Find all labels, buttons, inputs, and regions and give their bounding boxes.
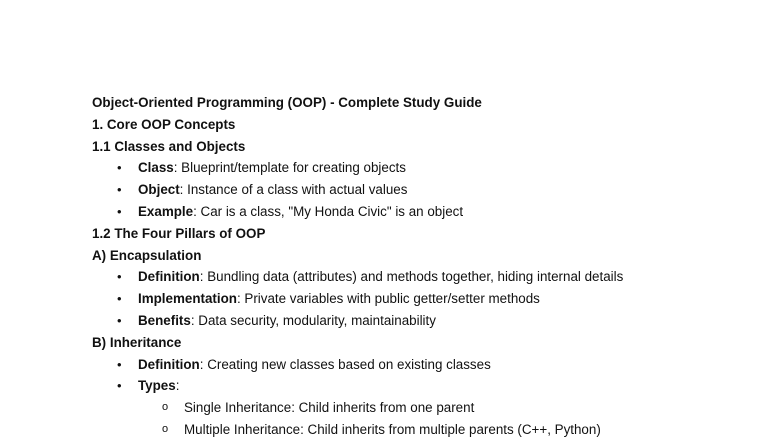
- list-item-implementation: [92, 288, 772, 310]
- sub-bullet-icon: o: [162, 422, 169, 435]
- term-description: : Bundling data (attributes) and methods together, hiding internal details: [199, 269, 624, 285]
- list-item-class: [92, 157, 772, 179]
- term-label: Object: [138, 182, 180, 198]
- term-label: Benefits: [138, 312, 191, 328]
- sub-bullet-icon: o: [162, 401, 169, 414]
- subsection-heading-classes-objects: 1.1 Classes and Objects: [92, 138, 246, 154]
- term-description: : Instance of a class with actual values: [179, 182, 408, 198]
- term-description: : Creating new classes based on existing classes: [199, 356, 491, 372]
- bullet-icon: •: [117, 312, 122, 328]
- list-item-benefits: [92, 310, 772, 332]
- subsection-heading-four-pillars: 1.2 The Four Pillars of OOP: [92, 225, 266, 241]
- bullet-icon: •: [117, 378, 122, 394]
- bullet-icon: •: [117, 203, 122, 219]
- bullet-icon: •: [117, 182, 122, 198]
- term-description: : Data security, modularity, maintainability: [190, 312, 436, 328]
- term-label: Example: [138, 203, 194, 219]
- term-label: Types: [138, 378, 176, 394]
- term-description: : Car is a class, "My Honda Civic" is an object: [193, 203, 464, 219]
- bullet-icon: •: [117, 160, 122, 176]
- sub-item-text: Single Inheritance: Child inherits from one parent: [184, 400, 475, 416]
- term-label: Class: [138, 160, 174, 176]
- list-item-example: [92, 201, 772, 223]
- term-label: Definition: [138, 269, 200, 285]
- bullet-icon: •: [117, 356, 122, 372]
- document-title: Object-Oriented Programming (OOP) - Complete Study Guide: [92, 95, 482, 110]
- list-item-definition: [92, 354, 772, 376]
- term-description: : Blueprint/template for creating objects: [173, 160, 406, 176]
- term-description: : Private variables with public getter/setter methods: [236, 291, 540, 307]
- pillar-heading-encapsulation: A) Encapsulation: [92, 247, 202, 263]
- list-item-types: [92, 375, 772, 397]
- list-item-definition: [92, 266, 772, 288]
- document-body: [92, 92, 772, 441]
- section-heading-core-concepts: 1. Core OOP Concepts: [92, 116, 236, 132]
- list-item-object: [92, 179, 772, 201]
- term-label: Implementation: [138, 291, 237, 307]
- bullet-icon: •: [117, 269, 122, 285]
- term-label: Definition: [138, 356, 200, 372]
- term-description: :: [175, 378, 180, 394]
- bullet-icon: •: [117, 291, 122, 307]
- pillar-heading-inheritance: B) Inheritance: [92, 334, 182, 350]
- sub-list-item-multiple-inheritance: [92, 419, 772, 441]
- sub-item-text: Multiple Inheritance: Child inherits from multiple parents (C++, Python): [184, 421, 601, 437]
- sub-list-item-single-inheritance: [92, 397, 772, 419]
